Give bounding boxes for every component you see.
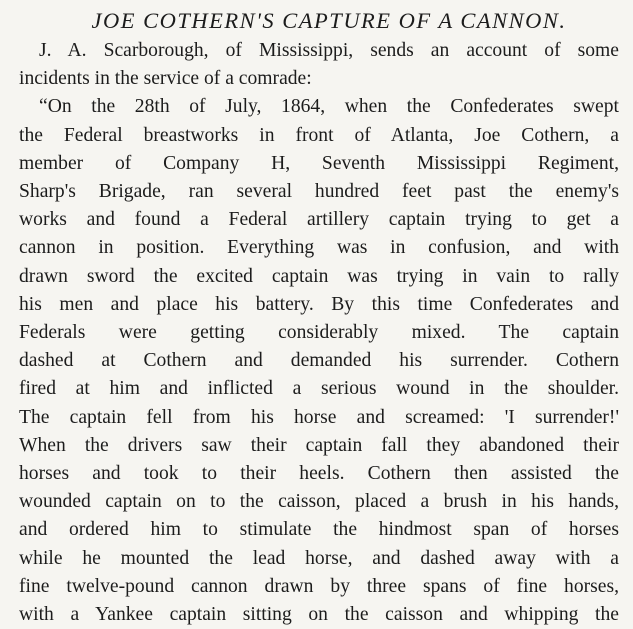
text-line: wounded captain on to the caisson, placed a brush in his hands, [19, 491, 619, 513]
text-line: fine twelve-pound cannon drawn by three spans of fine horses, [19, 575, 619, 597]
text-line: fired at him and inflicted a serious wound in the shoulder. [19, 378, 619, 400]
text-line: his men and place his battery. By this time Confederates and [19, 293, 619, 315]
text-line: with a Yankee captain sitting on the caisson and whipping the [19, 604, 619, 626]
text-line: drawn sword the excited captain was trying in vain to rally [19, 265, 619, 287]
text-line: member of Company H, Seventh Mississippi Regiment, [19, 152, 619, 174]
text-line: the Federal breastworks in front of Atlanta, Joe Cothern, a [19, 124, 619, 146]
text-line: Sharp's Brigade, ran several hundred feet past the enemy's [19, 181, 619, 203]
text-line: The captain fell from his horse and screamed: 'I surrender!' [19, 406, 619, 428]
article-title: JOE COTHERN'S CAPTURE OF A CANNON. [91, 8, 567, 33]
text-line: horses and took to their heels. Cothern then assisted the [19, 463, 619, 485]
text-line: works and found a Federal artillery captain trying to get a [19, 209, 619, 231]
text-line: while he mounted the lead horse, and dashed away with a [19, 547, 619, 569]
text-line: cannon in position. Everything was in confusion, and with [19, 237, 619, 259]
text-line: When the drivers saw their captain fall they abandoned their [19, 434, 619, 456]
text-line: J. A. Scarborough, of Mississippi, sends an account of some [39, 40, 619, 61]
article-body [19, 37, 619, 629]
text-line: “On the 28th of July, 1864, when the Confederates swept [39, 96, 619, 118]
text-line: dashed at Cothern and demanded his surrender. Cothern [19, 350, 619, 372]
text-line: Federals were getting considerably mixed. The captain [19, 322, 619, 344]
text-line: incidents in the service of a comrade: [19, 68, 312, 90]
text-line: and ordered him to stimulate the hindmost span of horses [19, 519, 619, 541]
